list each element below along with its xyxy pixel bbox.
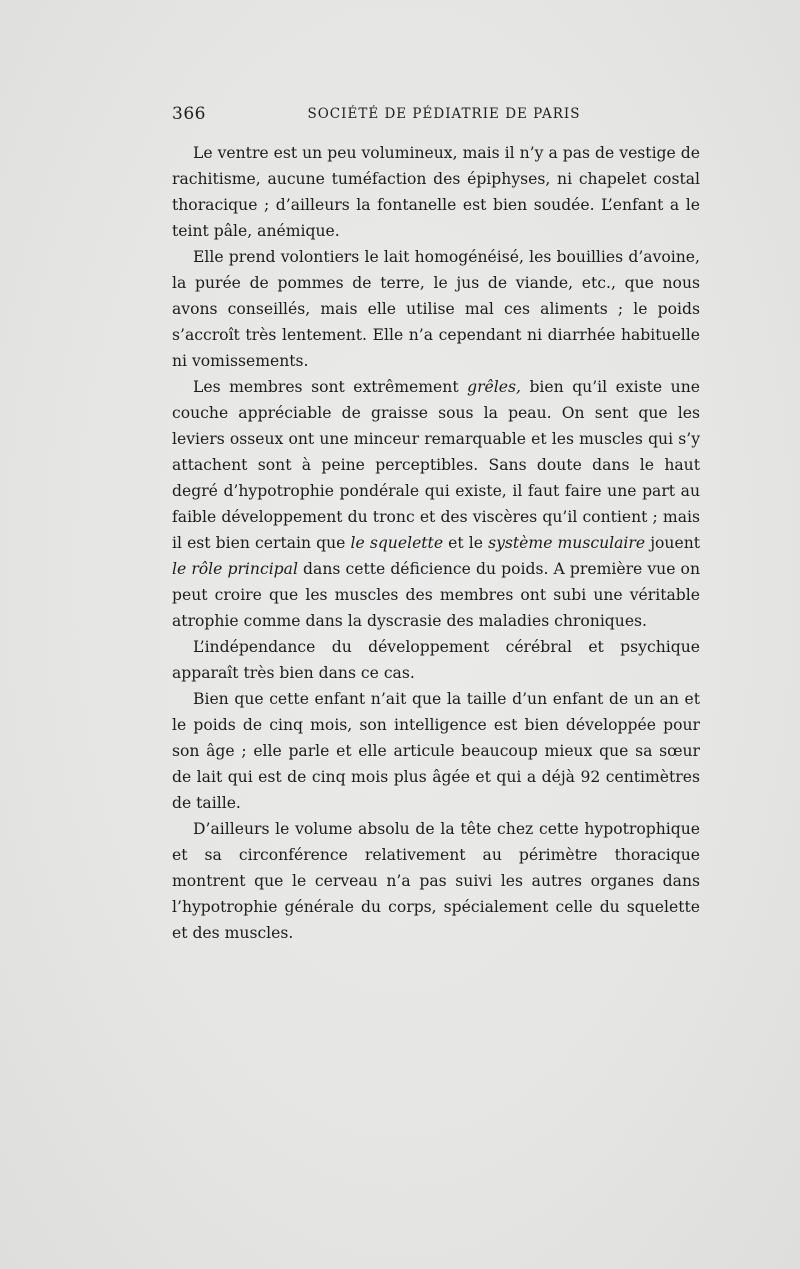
paragraph-1: Le ventre est un peu volumineux, mais il n’y a pas de vestige de rachitisme, aucune tuméfaction des épiphyses, ni chapelet costal thoracique ; d’ailleurs la fontanelle est bien soudée. L’enfant a le teint pâle, anémique.	[172, 144, 700, 240]
paragraph-3-text: et le	[443, 534, 489, 552]
body-text	[172, 140, 700, 946]
paragraph-3-text: bien qu’il existe une couche appréciable de graisse sous la peau. On sent que les leviers osseux ont une minceur remarquable et les muscles qui s’y attachent sont à peine perceptibles. Sans doute dans le haut degré d’hypotrophie pondérale qui existe, il faut faire une part au faible développement du tronc et des viscères qu’il contient ; mais il est bien certain que	[172, 378, 700, 552]
paragraph-4: L’indépendance du développement cérébral et psychique apparaît très bien dans ce cas.	[172, 638, 700, 682]
page-number: 366	[172, 104, 206, 124]
paragraph-3-text: jouent	[645, 534, 701, 552]
italic-systeme-musculaire: système musculaire	[488, 534, 646, 552]
italic-squelette: le squelette	[350, 534, 444, 552]
running-head	[172, 104, 706, 128]
journal-title: SOCIÉTÉ DE PÉDIATRIE DE PARIS	[307, 106, 581, 122]
paragraph-3-text: dans cette déficience du poids. A première vue on peut croire que les muscles des membres ont subi une véritable atrophie comme dans la dyscrasie des maladies chroniques.	[172, 560, 700, 630]
paragraph-6: D’ailleurs le volume absolu de la tête chez cette hypotrophique et sa circonférence relativement au périmètre thoracique montrent que le cerveau n’a pas suivi les autres organes dans l’hypotrophie générale du corps, spécialement celle du squelette et des muscles.	[172, 820, 700, 942]
paragraph-2: Elle prend volontiers le lait homogénéisé, les bouillies d’avoine, la purée de pommes de terre, le jus de viande, etc., que nous avons conseillés, mais elle utilise mal ces aliments ; le poids s’accroît très lentement. Elle n’a cependant ni diarrhée habituelle ni vomissements.	[172, 248, 700, 370]
paragraph-5: Bien que cette enfant n’ait que la taille d’un enfant de un an et le poids de cinq mois, son intelligence est bien développée pour son âge ; elle parle et elle articule beaucoup mieux que sa sœur de lait qui est de cinq mois plus âgée et qui a déjà 92 centimètres de taille.	[172, 690, 700, 812]
italic-greles: grêles,	[467, 378, 521, 396]
paragraph-3	[172, 374, 700, 634]
paragraph-3-text: Les membres sont extrêmement	[193, 378, 468, 396]
italic-role-principal: le rôle principal	[172, 560, 298, 578]
